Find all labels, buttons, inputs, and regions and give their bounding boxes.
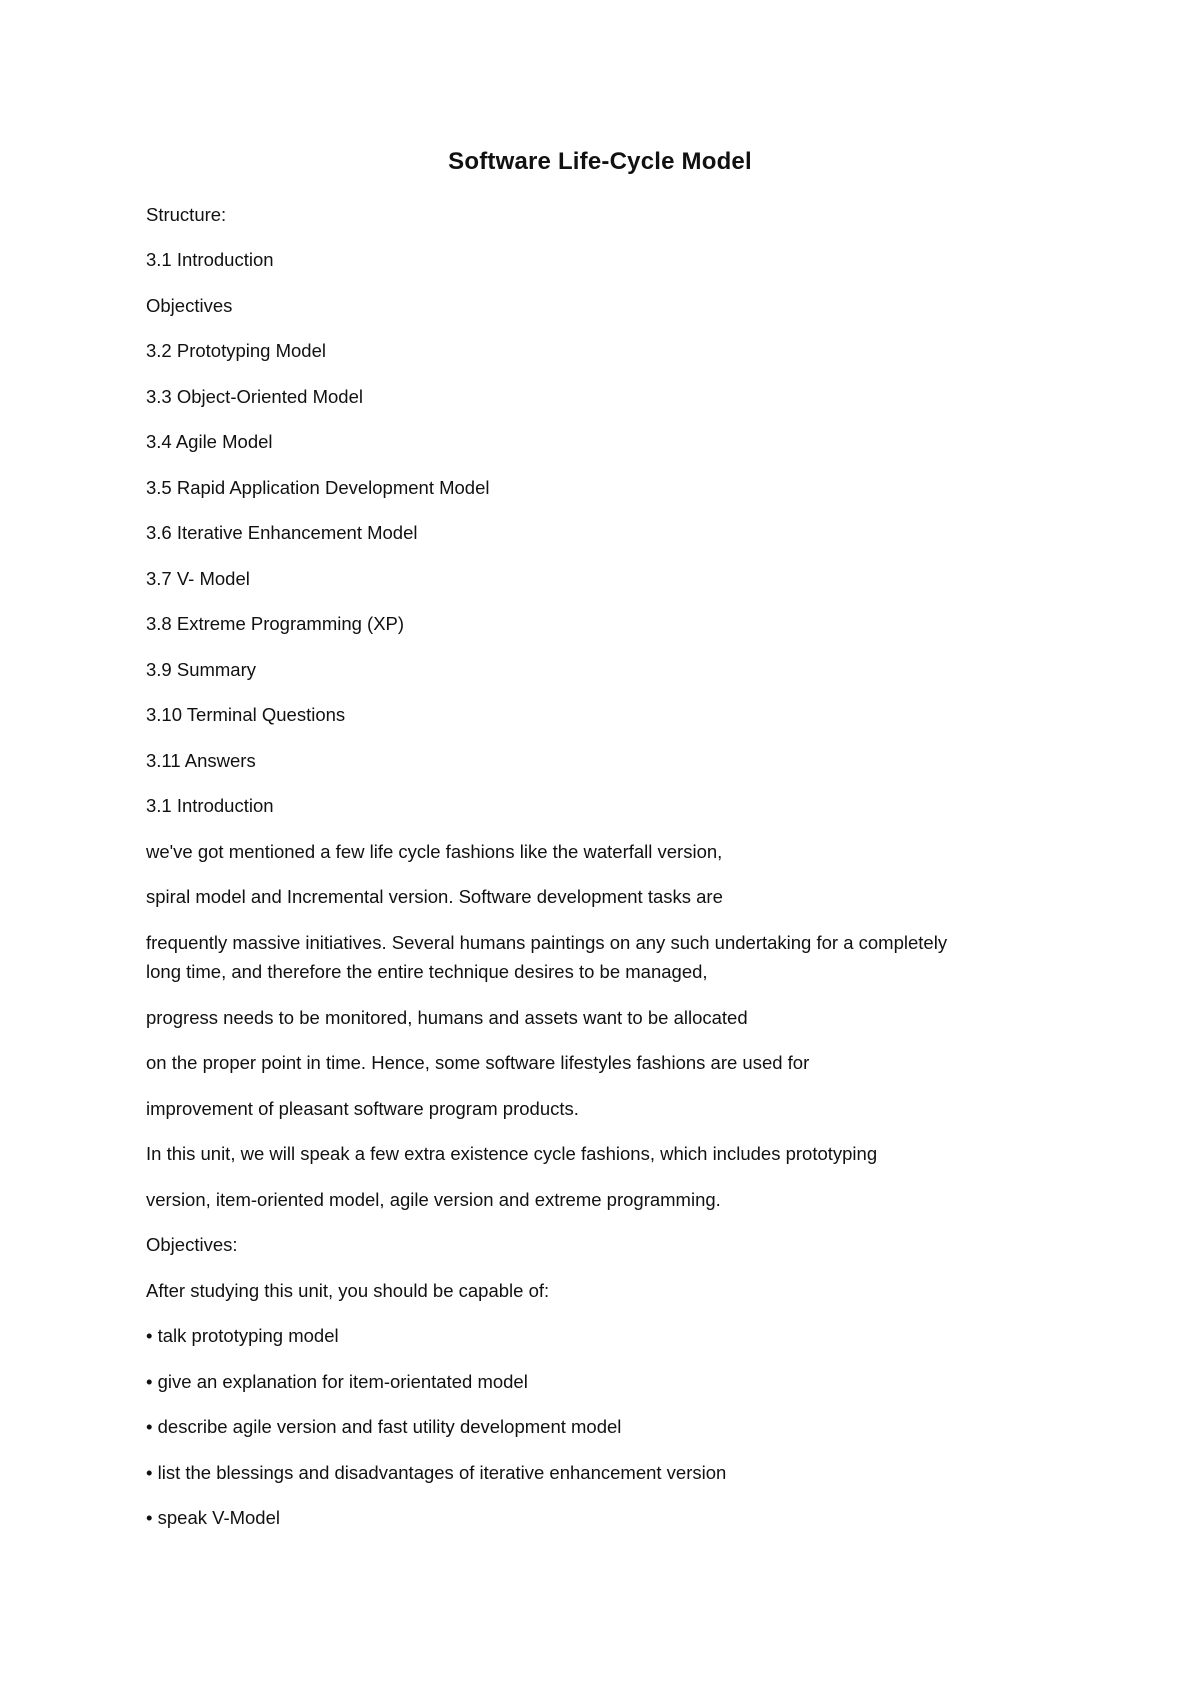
- paragraph-line: we've got mentioned a few life cycle fashions like the waterfall version,: [146, 841, 723, 862]
- paragraph-line: long time, and therefore the entire technique desires to be managed,: [146, 961, 708, 982]
- paragraph-line: version, item-oriented model, agile version and extreme programming.: [146, 1189, 721, 1210]
- paragraph-line: spiral model and Incremental version. Software development tasks are: [146, 886, 723, 907]
- toc-item-v-model: 3.7 V- Model: [146, 568, 250, 589]
- structure-heading: Structure:: [146, 204, 227, 225]
- objectives-intro: After studying this unit, you should be capable of:: [146, 1280, 550, 1301]
- objectives-heading: Objectives:: [146, 1234, 238, 1255]
- bullet-item: • describe agile version and fast utility development model: [146, 1416, 622, 1437]
- toc-item-object-oriented: 3.3 Object-Oriented Model: [146, 386, 363, 407]
- toc-item-answers: 3.11 Answers: [146, 750, 256, 771]
- toc-item-prototyping: 3.2 Prototyping Model: [146, 340, 326, 361]
- paragraph-line: frequently massive initiatives. Several humans paintings on any such undertaking for a completely: [146, 932, 948, 953]
- page-title: Software Life-Cycle Model: [448, 148, 752, 175]
- toc-item-objectives: Objectives: [146, 295, 233, 316]
- paragraph-line: improvement of pleasant software program products.: [146, 1098, 579, 1119]
- toc-item-xp: 3.8 Extreme Programming (XP): [146, 613, 405, 634]
- bullet-item: • list the blessings and disadvantages of iterative enhancement version: [146, 1462, 727, 1483]
- bullet-item: • talk prototyping model: [146, 1325, 339, 1346]
- bullet-item: • give an explanation for item-orientated model: [146, 1371, 528, 1392]
- toc-item-terminal-questions: 3.10 Terminal Questions: [146, 704, 346, 725]
- toc-item-agile: 3.4 Agile Model: [146, 431, 273, 452]
- toc-item-rad: 3.5 Rapid Application Development Model: [146, 477, 490, 498]
- section-heading-intro: 3.1 Introduction: [146, 795, 274, 816]
- paragraph-line: progress needs to be monitored, humans and assets want to be allocated: [146, 1007, 748, 1028]
- bullet-item: • speak V-Model: [146, 1507, 280, 1528]
- toc-item-intro: 3.1 Introduction: [146, 249, 274, 270]
- toc-item-iterative: 3.6 Iterative Enhancement Model: [146, 522, 418, 543]
- toc-item-summary: 3.9 Summary: [146, 659, 257, 680]
- paragraph-line: on the proper point in time. Hence, some software lifestyles fashions are used for: [146, 1052, 810, 1073]
- paragraph-line: In this unit, we will speak a few extra existence cycle fashions, which includes prototyping: [146, 1143, 878, 1164]
